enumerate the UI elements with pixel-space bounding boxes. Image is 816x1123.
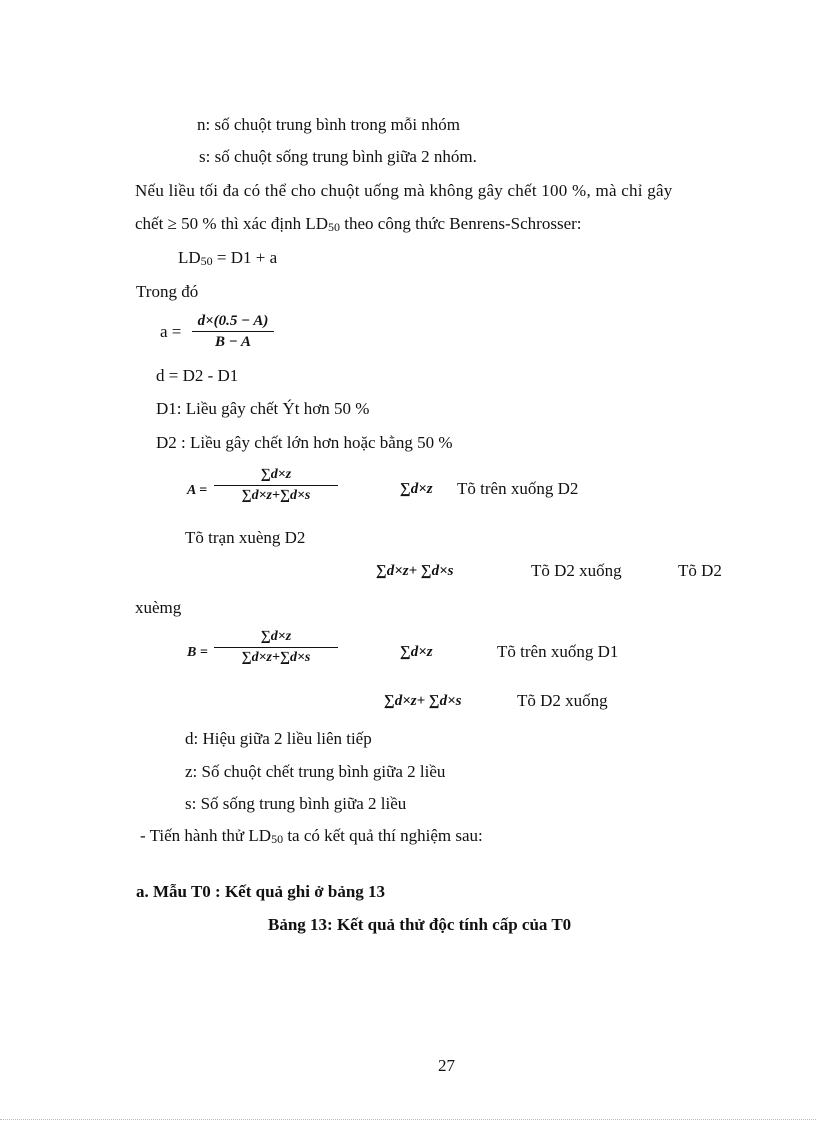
sum-dz-term: ∑d×z — [400, 644, 433, 660]
B-denominator: ∑d×z+∑d×s — [241, 650, 311, 665]
d1-definition: D1: Liều gây chết Ýt hơn 50 % — [156, 399, 370, 418]
z-definition: z: Số chuột chết trung bình giữa 2 liều — [185, 762, 446, 781]
fraction-bar — [214, 485, 338, 486]
text-run: ta có kết quả thí nghiệm sau: — [283, 826, 483, 845]
text-run: theo công thức Benrens-Schrosser: — [340, 214, 582, 233]
trong-do-label: Trong đó — [136, 282, 199, 301]
table-caption-bang-13: Bảng 13: Kết quả thử độc tính cấp của T0 — [268, 915, 572, 934]
paragraph-line-1: Nếu liều tối đa có thể cho chuột uống mà không gây chết 100 %, mà chỉ gây — [135, 181, 673, 200]
paragraph-line-2 — [135, 214, 582, 237]
sum-dz-ds-term: ∑d×z+ ∑d×s — [384, 693, 462, 709]
B-fraction — [214, 628, 338, 667]
A-numerator: ∑d×z — [260, 467, 292, 482]
text-run: LD — [178, 248, 201, 267]
A-fraction — [214, 466, 338, 505]
section-heading-mau-t0: a. Mẫu T0 : Kết quả ghi ở bảng 13 — [136, 882, 386, 901]
fraction-bar — [192, 331, 274, 332]
subscript: 50 — [271, 832, 284, 846]
sum-dz-ds-term: ∑d×z+ ∑d×s — [376, 563, 454, 579]
A-denominator: ∑d×z+∑d×s — [241, 488, 311, 503]
text-run: - Tiến hành thử LD — [140, 826, 272, 845]
a-fraction — [192, 312, 274, 351]
to-tran-d2: Tõ trạn xuèng D2 — [185, 528, 306, 547]
fraction-bar — [214, 647, 338, 648]
page-bottom-divider — [0, 1119, 816, 1120]
ld50-formula — [178, 248, 277, 271]
tien-hanh-line — [140, 826, 483, 849]
B-numerator: ∑d×z — [260, 629, 292, 644]
page-number: 27 — [438, 1056, 455, 1075]
to-d2-xuong-2: Tõ D2 xuống — [517, 691, 608, 710]
to-d2-end: Tõ D2 — [678, 561, 722, 580]
a-numerator: d×(0.5 − A) — [197, 313, 269, 329]
n-definition: n: số chuột trung bình trong mỗi nhóm — [197, 115, 461, 134]
s-song-definition: s: Số sống trung bình giữa 2 liều — [185, 794, 407, 813]
xuemg-label: xuèmg — [135, 598, 182, 617]
text-run: = D1 + a — [212, 248, 278, 267]
text-run: 50 % thì xác định LD — [176, 214, 329, 233]
ge-symbol: ≥ — [167, 214, 177, 233]
subscript: 50 — [328, 220, 341, 234]
to-tren-d1: Tõ trên xuống D1 — [497, 642, 619, 661]
to-tren-d2: Tõ trên xuống D2 — [457, 479, 579, 498]
s-definition: s: số chuột sống trung bình giữa 2 nhóm. — [199, 147, 477, 166]
A-eq-label: A = — [187, 483, 208, 498]
text-run: chết — [135, 214, 168, 233]
to-d2-xuong: Tõ D2 xuống — [531, 561, 622, 580]
d2-definition: D2 : Liều gây chết lớn hơn hoặc bằng 50 % — [156, 433, 453, 452]
a-denominator: B − A — [214, 334, 252, 350]
d-hieu-definition: d: Hiệu giữa 2 liều liên tiếp — [185, 729, 372, 748]
subscript: 50 — [200, 254, 213, 268]
sum-dz-term: ∑d×z — [400, 481, 433, 497]
a-eq-label: a = — [160, 322, 182, 341]
d-definition: d = D2 - D1 — [156, 366, 239, 385]
B-eq-label: B = — [187, 645, 208, 660]
